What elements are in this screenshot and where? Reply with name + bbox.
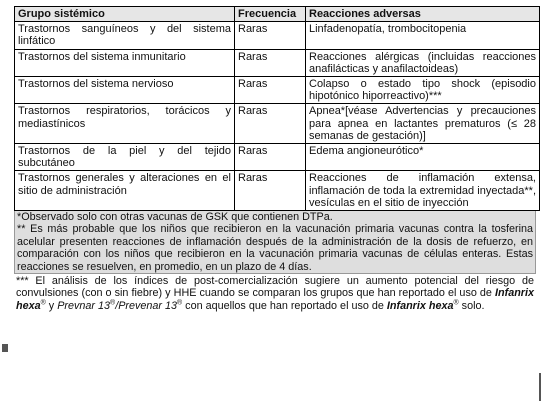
- cell-group: Trastornos respiratorios, torácicos y mediastínicos: [15, 104, 235, 144]
- footnote-3-text: y: [45, 299, 58, 312]
- registered-mark: ®: [453, 299, 459, 307]
- brand-prevnar-13: Prevnar 13: [57, 299, 111, 312]
- cell-reactions: Reacciones de inflamación extensa, inflamación de toda la extremidad inyectada**, vesículas en el sitio de inyección: [306, 171, 540, 211]
- footnote-1: *Observado solo con otras vacunas de GSK que contienen DTPa.: [17, 211, 333, 224]
- footnote-2: ** Es más probable que los niños que recibieron en la vacunación primaria vacunas contra la tosferina acelular presenten reacciones de inflamación después de la administración de la dosis de refuerzo, en comparación con los niños que recibieron en la vacunación primaria vacunas de células enteras. Estas reacciones se resuelven, en promedio, en un plazo de 4 días.: [17, 223, 533, 273]
- table-row: [15, 22, 540, 49]
- margin-marker: [2, 344, 8, 352]
- cell-reactions: Colapso o estado tipo shock (episodio hipotónico hiporreactivo)***: [306, 77, 540, 104]
- margin-change-bar: [539, 373, 541, 401]
- table-row: [15, 49, 540, 76]
- cell-frequency: Raras: [235, 77, 306, 104]
- brand-infanrix-hexa: Infanrix hexa: [16, 287, 534, 312]
- cell-frequency: Raras: [235, 22, 306, 49]
- cell-frequency: Raras: [235, 171, 306, 211]
- registered-mark: ®: [40, 299, 46, 307]
- header-frequency: Frecuencia: [235, 7, 306, 22]
- brand-infanrix-hexa: Infanrix hexa: [386, 299, 454, 312]
- brand-prevenar-13: Prevenar 13: [118, 299, 178, 312]
- cell-frequency: Raras: [235, 49, 306, 76]
- table-row: [15, 77, 540, 104]
- cell-group: Trastornos de la piel y del tejido subcutáneo: [15, 144, 235, 171]
- cell-reactions: Apnea*[véase Advertencias y precauciones para apnea en lactantes prematuros (≤ 28 semanas de gestación)]: [306, 104, 540, 144]
- document: [14, 6, 538, 312]
- cell-reactions: Edema angioneurótico*: [306, 144, 540, 171]
- footnote-3-text: con aquellos que han reportado el uso de: [182, 299, 387, 312]
- cell-group: Trastornos del sistema inmunitario: [15, 49, 235, 76]
- table-row: [15, 171, 540, 211]
- footnote-3-text: *** El análisis de los índices de post-comercialización sugiere un aumento potencial del riesgo de convulsiones (con o sin fiebre) y HHE cuando se comparan los grupos que han reportado el uso de: [16, 275, 534, 300]
- adverse-reactions-table: [14, 6, 540, 211]
- footnote-3: [16, 275, 534, 312]
- cell-group: Trastornos generales y alteraciones en el sitio de administración: [15, 171, 235, 211]
- cell-frequency: Raras: [235, 144, 306, 171]
- cell-reactions: Linfadenopatía, trombocitopenia: [306, 22, 540, 49]
- table-row: [15, 144, 540, 171]
- registered-mark: ®: [177, 299, 183, 307]
- registered-mark: ®: [110, 299, 116, 307]
- footnotes-plain: [14, 274, 536, 312]
- cell-reactions: Reacciones alérgicas (incluidas reacciones anafilácticas y anafilactoideas): [306, 49, 540, 76]
- header-reactions: Reacciones adversas: [306, 7, 540, 22]
- footnote-3-text: solo.: [458, 299, 485, 312]
- cell-group: Trastornos del sistema nervioso: [15, 77, 235, 104]
- cell-group: Trastornos sanguíneos y del sistema linfático: [15, 22, 235, 49]
- cell-frequency: Raras: [235, 104, 306, 144]
- table-header-row: [15, 7, 540, 22]
- table-row: [15, 104, 540, 144]
- brand-separator: /: [115, 299, 119, 312]
- header-group: Grupo sistémico: [15, 7, 235, 22]
- footnotes-shaded: [14, 211, 536, 274]
